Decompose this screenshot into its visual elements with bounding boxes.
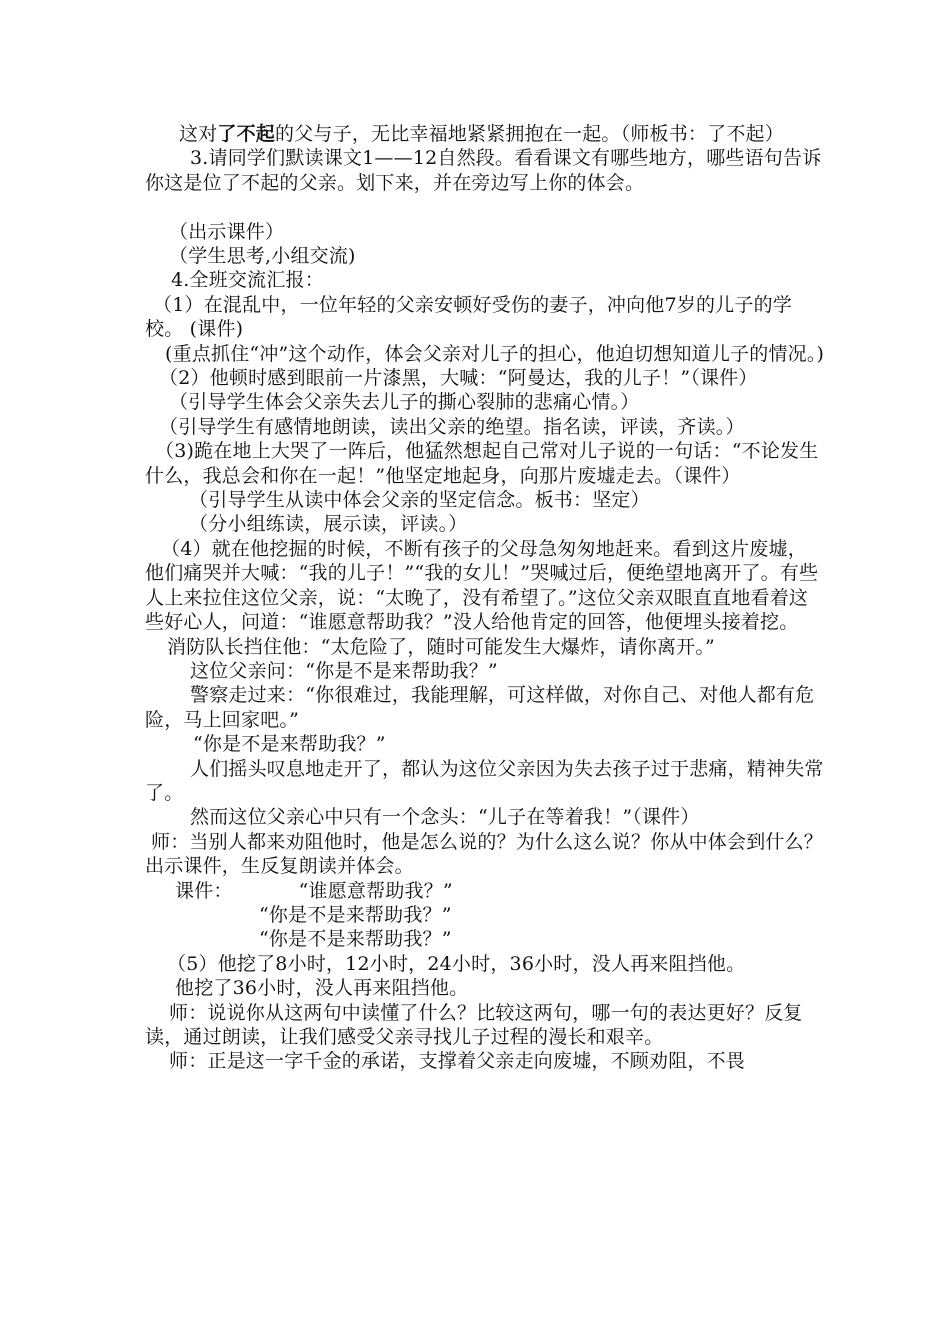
slide-label: 课件： (175, 879, 233, 902)
paragraph-item-3: （3)跪在地上大哭了一阵后，他猛然想起自己常对儿子说的一句话：“不论发生什么，我总会和你在一起！”他坚定地起身，向那片废墟走去。（课件） (145, 440, 819, 487)
text-pre: 这对 (179, 123, 218, 145)
paragraph-item-5: （5）他挖了8小时，12小时，24小时，36小时，没人再来阻挡他。 (167, 952, 746, 975)
paragraph-show-slides: （出示课件） (169, 220, 285, 243)
paragraph-students-discuss: （学生思考,小组交流) (169, 245, 356, 268)
paragraph-item-3-note-b: （分小组练读，展示读，评读。） (189, 513, 468, 536)
paragraph-item-2-note-a: （引导学生体会父亲失去儿子的撕心裂肺的悲痛心情。） (169, 391, 640, 414)
paragraph-step-3: 3.请同学们默读课文1——12自然段。看看课文有哪些地方，哪些语句告诉你这是位了不起的父亲。划下来，并在旁边写上你的体会。 (145, 147, 822, 194)
paragraph-teacher-promise: 师：正是这一字千金的承诺，支撑着父亲走向废墟，不顾劝阻，不畏 (169, 1050, 746, 1073)
paragraph-item-2: （2）他顿时感到眼前一片漆黑，大喊：“阿曼达，我的儿子！”（课件） (159, 367, 758, 390)
paragraph-people-leave: 人们摇头叹息地走开了，都认为这位父亲因为失去孩子过于悲痛，精神失常了。 (145, 757, 824, 804)
paragraph-step-4: 4.全班交流汇报： (171, 269, 324, 292)
paragraph-slide-quote-2: “你是不是来帮助我？” (259, 903, 452, 926)
paragraph-item-2-note-b: （引导学生有感情地朗读，读出父亲的绝望。指名读，评读，齐读。） (159, 415, 745, 438)
paragraph-item-3-note-a: （引导学生从读中体会父亲的坚定信念。板书：坚定） (189, 489, 650, 512)
paragraph-one-thought: 然而这位父亲心中只有一个念头：“儿子在等着我！”（课件） (190, 806, 700, 829)
paragraph-item-1: （1）在混乱中，一位年轻的父亲安顿好受伤的妻子，冲向他7岁的儿子的学校。 (课件) (145, 293, 792, 341)
paragraph-slide-quote-1 (145, 879, 825, 903)
paragraph-item-5-compare: 他挖了36小时，没人再来阻挡他。 (175, 977, 469, 1000)
paragraph-fire-chief: 消防队长挡住他：“太危险了，随时可能发生大爆炸，请你离开。” (167, 635, 715, 658)
paragraph-teacher-compare: 师：说说你从这两句中读懂了什么？比较这两句，哪一句的表达更好？反复读，通过朗读，让我们感受父亲寻找儿子过程的漫长和艰辛。 (145, 1001, 803, 1049)
paragraph-father-repeats: “你是不是来帮助我？” (193, 733, 386, 756)
bold-keyword: 了不起 (217, 123, 276, 145)
text-post: 的父与子，无比幸福地紧紧拥抱在一起。（师板书：了不起） (275, 123, 784, 145)
paragraph-father-asks: 这位父亲问：“你是不是来帮助我？” (190, 659, 498, 682)
paragraph-item-1-note: (重点抓住“冲”这个动作，体会父亲对儿子的担心，他迫切想知道儿子的情况。) (165, 342, 825, 365)
paragraph-police: 警察走过来：“你很难过，我能理解，可这样做，对你自己、对他人都有危险，马上回家吧。” (145, 684, 815, 731)
paragraph-slide-quote-3: “你是不是来帮助我？” (259, 928, 452, 951)
slide-quote: “谁愿意帮助我？” (298, 879, 453, 902)
document-body (145, 122, 825, 1074)
blank-line (145, 195, 825, 219)
paragraph-conclusion (145, 122, 825, 146)
paragraph-item-4: （4）就在他挖掘的时候，不断有孩子的父母急匆匆地赶来。看到这片废墟，他们痛哭并大喊：“我的儿子！”“我的女儿！”哭喊过后，便绝望地离开了。有些人上来拉住这位父亲，说：“太晚了，没有希望了。”这位父亲双眼直直地看着这些好心人，问道：“谁愿意帮助我？”没人给他肯定的回答，他便埋头接着挖。 (145, 537, 819, 634)
paragraph-teacher-question: 师：当别人都来劝阻他时，他是怎么说的？为什么这么说？你从中体会到什么？出示课件，生反复朗读并体会。 (145, 830, 824, 878)
